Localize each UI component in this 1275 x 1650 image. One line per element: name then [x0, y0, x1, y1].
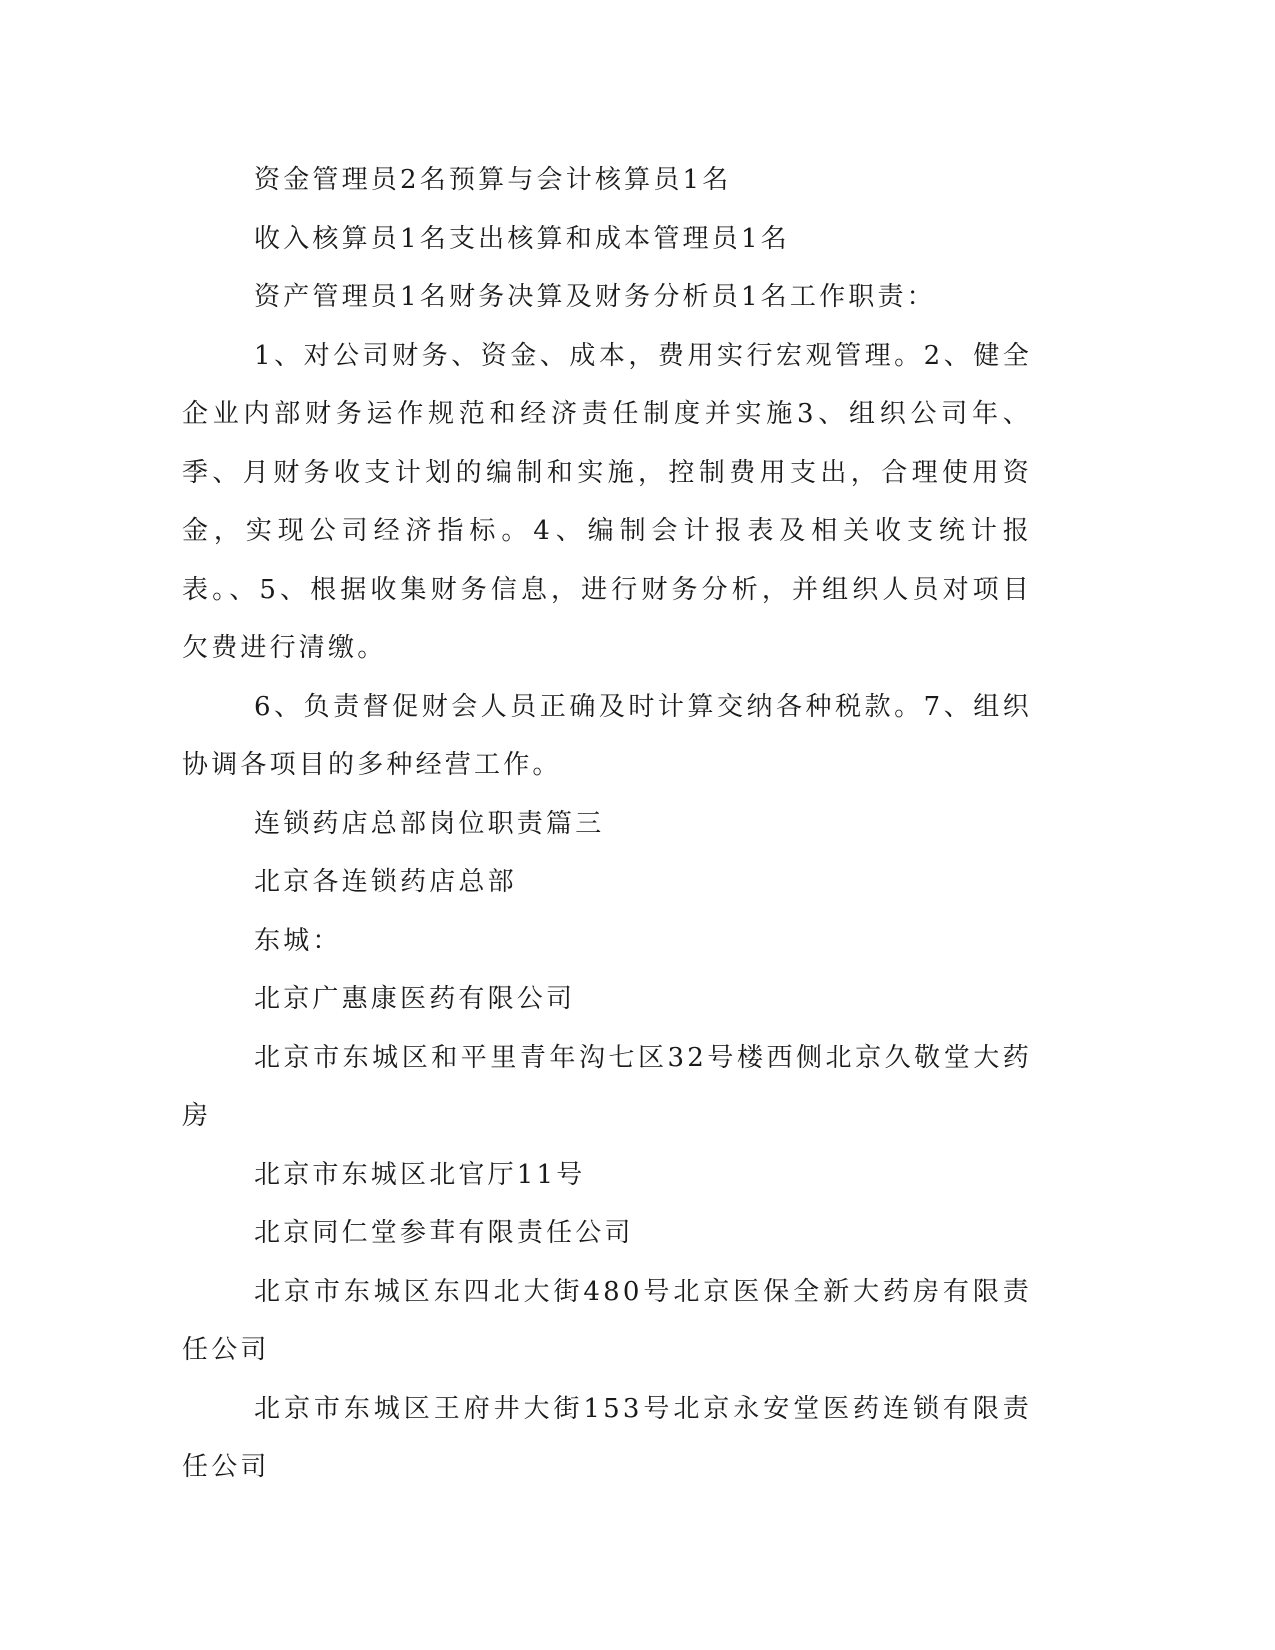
paragraph-duties-1 — [182, 327, 1032, 678]
paragraph-text: 1、对公司财务、资金、成本，费用实行宏观管理。2、健全企业内部财务运作规范和经济责任制度并实施3、组织公司年、季、月财务收支计划的编制和实施，控制费用支出，合理使用资金，实现公司经济指标。4、编制会计报表及相关收支统计报表。、5、根据收集财务信息，进行财务分析，并组织人员对项目欠费进行清缴。 — [182, 340, 1032, 663]
company-entry — [182, 970, 1032, 1029]
paragraph-staffing-3 — [182, 268, 1032, 327]
section-heading — [182, 795, 1032, 854]
paragraph-text: 收入核算员1名支出核算和成本管理员1名 — [254, 223, 790, 254]
paragraph-text: 北京市东城区和平里青年沟七区32号楼西侧北京久敬堂大药房 — [182, 1042, 1032, 1131]
paragraph-text: 资金管理员2名预算与会计核算员1名 — [254, 165, 732, 195]
document-body — [182, 151, 1032, 1497]
paragraph-text: 6、负责督促财会人员正确及时计算交纳各种税款。7、组织协调各项目的多种经营工作。 — [182, 691, 1032, 780]
district-label — [182, 912, 1032, 971]
paragraph-text: 北京各连锁药店总部 — [254, 867, 517, 897]
address-entry — [182, 1146, 1032, 1205]
section-subheading — [182, 853, 1032, 912]
paragraph-text: 资产管理员1名财务决算及财务分析员1名工作职责： — [254, 282, 936, 312]
paragraph-duties-2 — [182, 678, 1032, 795]
paragraph-text: 北京同仁堂参茸有限责任公司 — [254, 1218, 634, 1248]
paragraph-text: 北京市东城区王府井大街153号北京永安堂医药连锁有限责任公司 — [182, 1393, 1032, 1482]
paragraph-text: 东城： — [254, 925, 342, 956]
paragraph-text: 北京市东城区北官厅11号 — [254, 1159, 586, 1190]
paragraph-staffing-2 — [182, 210, 1032, 269]
paragraph-staffing-1 — [182, 151, 1032, 210]
address-entry — [182, 1263, 1032, 1380]
paragraph-text: 北京广惠康医药有限公司 — [254, 984, 576, 1014]
company-entry — [182, 1204, 1032, 1263]
address-entry — [182, 1029, 1032, 1146]
address-entry — [182, 1380, 1032, 1497]
paragraph-text: 连锁药店总部岗位职责篇三 — [254, 808, 605, 839]
paragraph-text: 北京市东城区东四北大街480号北京医保全新大药房有限责任公司 — [182, 1276, 1032, 1365]
